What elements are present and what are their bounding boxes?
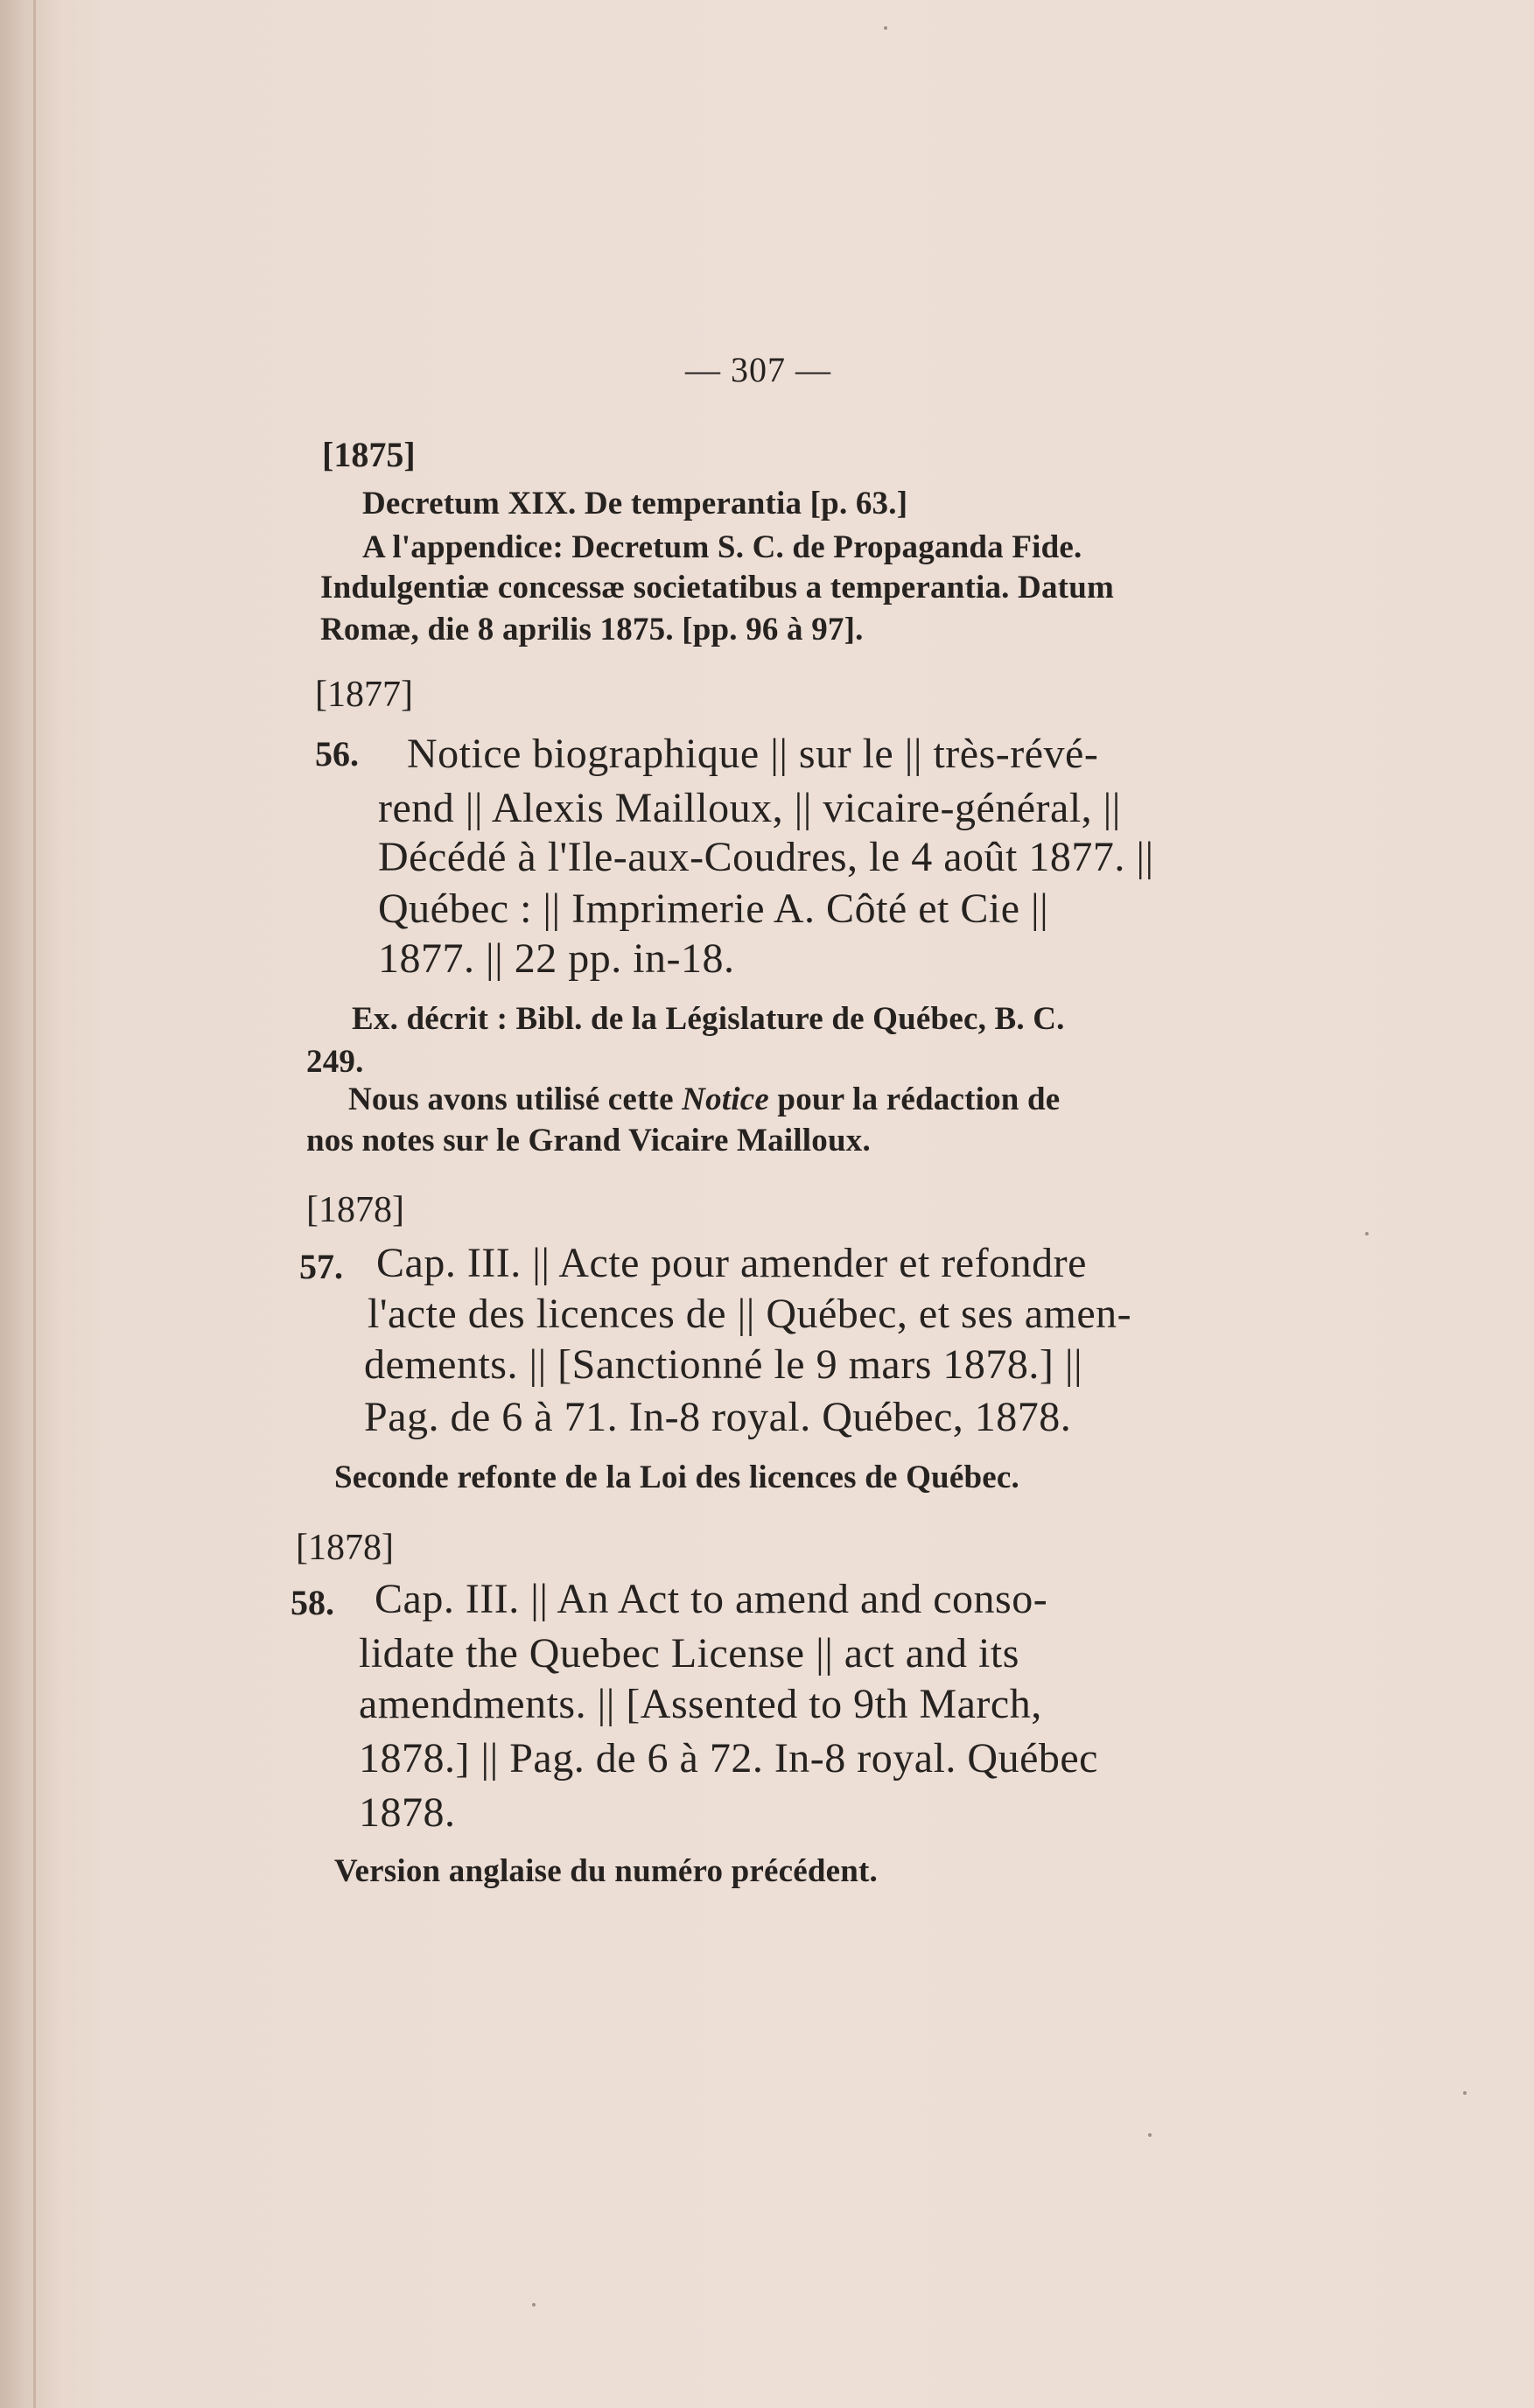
entry-57-line-1: Cap. III. || Acte pour amender et refondre [376,1240,1087,1286]
entry-56-line-1: Notice biographique || sur le || très-révé- [407,731,1099,777]
paper-speck [1365,1232,1369,1236]
entry-56-note-3-start: Nous avons utilisé cette [348,1082,683,1117]
entry-57-line-2: l'acte des licences de || Québec, et ses amen- [368,1291,1132,1337]
entry-1875-line-1: Decretum XIX. De temperantia [p. 63.] [362,486,908,522]
entry-57-number: 57. [299,1247,343,1286]
entry-56-number: 56. [315,734,359,774]
entry-57-note-1: Seconde refonte de la Loi des licences de Québec. [334,1460,1019,1495]
page-number: — 307 — [685,350,831,389]
binding-shadow [0,0,61,2408]
paper-speck [1148,2133,1152,2137]
entry-56-line-3: Décédé à l'Ile-aux-Coudres, le 4 août 1877. || [378,834,1154,880]
entry-56-note-3-end: pour la rédaction de [768,1082,1061,1117]
entry-56-line-5: 1877. || 22 pp. in-18. [378,935,735,982]
paper-speck [884,26,887,30]
entry-58-line-5: 1878. [359,1789,456,1836]
entry-58-note-1: Version anglaise du numéro précédent. [334,1853,879,1889]
entry-1877-year: [1877] [315,675,413,715]
entry-1878b-year: [1878] [296,1528,394,1568]
entry-57-line-3: dements. || [Sanctionné le 9 mars 1878.] || [364,1341,1083,1388]
entry-56-note-1: Ex. décrit : Bibl. de la Législature de Québec, B. C. [352,1001,1065,1037]
entry-58-line-3: amendments. || [Assented to 9th March, [359,1681,1042,1727]
entry-1878a-year: [1878] [306,1190,404,1230]
entry-58-line-1: Cap. III. || An Act to amend and conso- [375,1576,1048,1622]
entry-1875-line-2: A l'appendice: Decretum S. C. de Propaganda Fide. [362,529,1082,565]
entry-56-line-2: rend || Alexis Mailloux, || vicaire-général, || [378,785,1121,831]
binding-edge [33,0,36,2408]
paper-speck [532,2303,536,2306]
entry-1875-line-4: Romæ, die 8 aprilis 1875. [pp. 96 à 97]. [320,612,864,648]
entry-1875-line-3: Indulgentiæ concessæ societatibus a temperantia. Datum [320,570,1115,606]
entry-58-line-2: lidate the Quebec License || act and its [359,1630,1019,1676]
entry-1875-year: [1875] [322,435,416,474]
entry-56-note-4: nos notes sur le Grand Vicaire Mailloux. [306,1123,871,1158]
entry-56-line-4: Québec : || Imprimerie A. Côté et Cie || [378,886,1049,932]
entry-58-line-4: 1878.] || Pag. de 6 à 72. In-8 royal. Québec [359,1735,1098,1782]
entry-57-line-4: Pag. de 6 à 71. In-8 royal. Québec, 1878. [364,1394,1072,1440]
paper-speck [1463,2091,1467,2095]
entry-56-note-3 [348,1083,1060,1116]
entry-56-note-3-title: Notice [682,1082,769,1117]
entry-56-note-2: 249. [306,1044,364,1080]
entry-58-number: 58. [291,1583,334,1622]
